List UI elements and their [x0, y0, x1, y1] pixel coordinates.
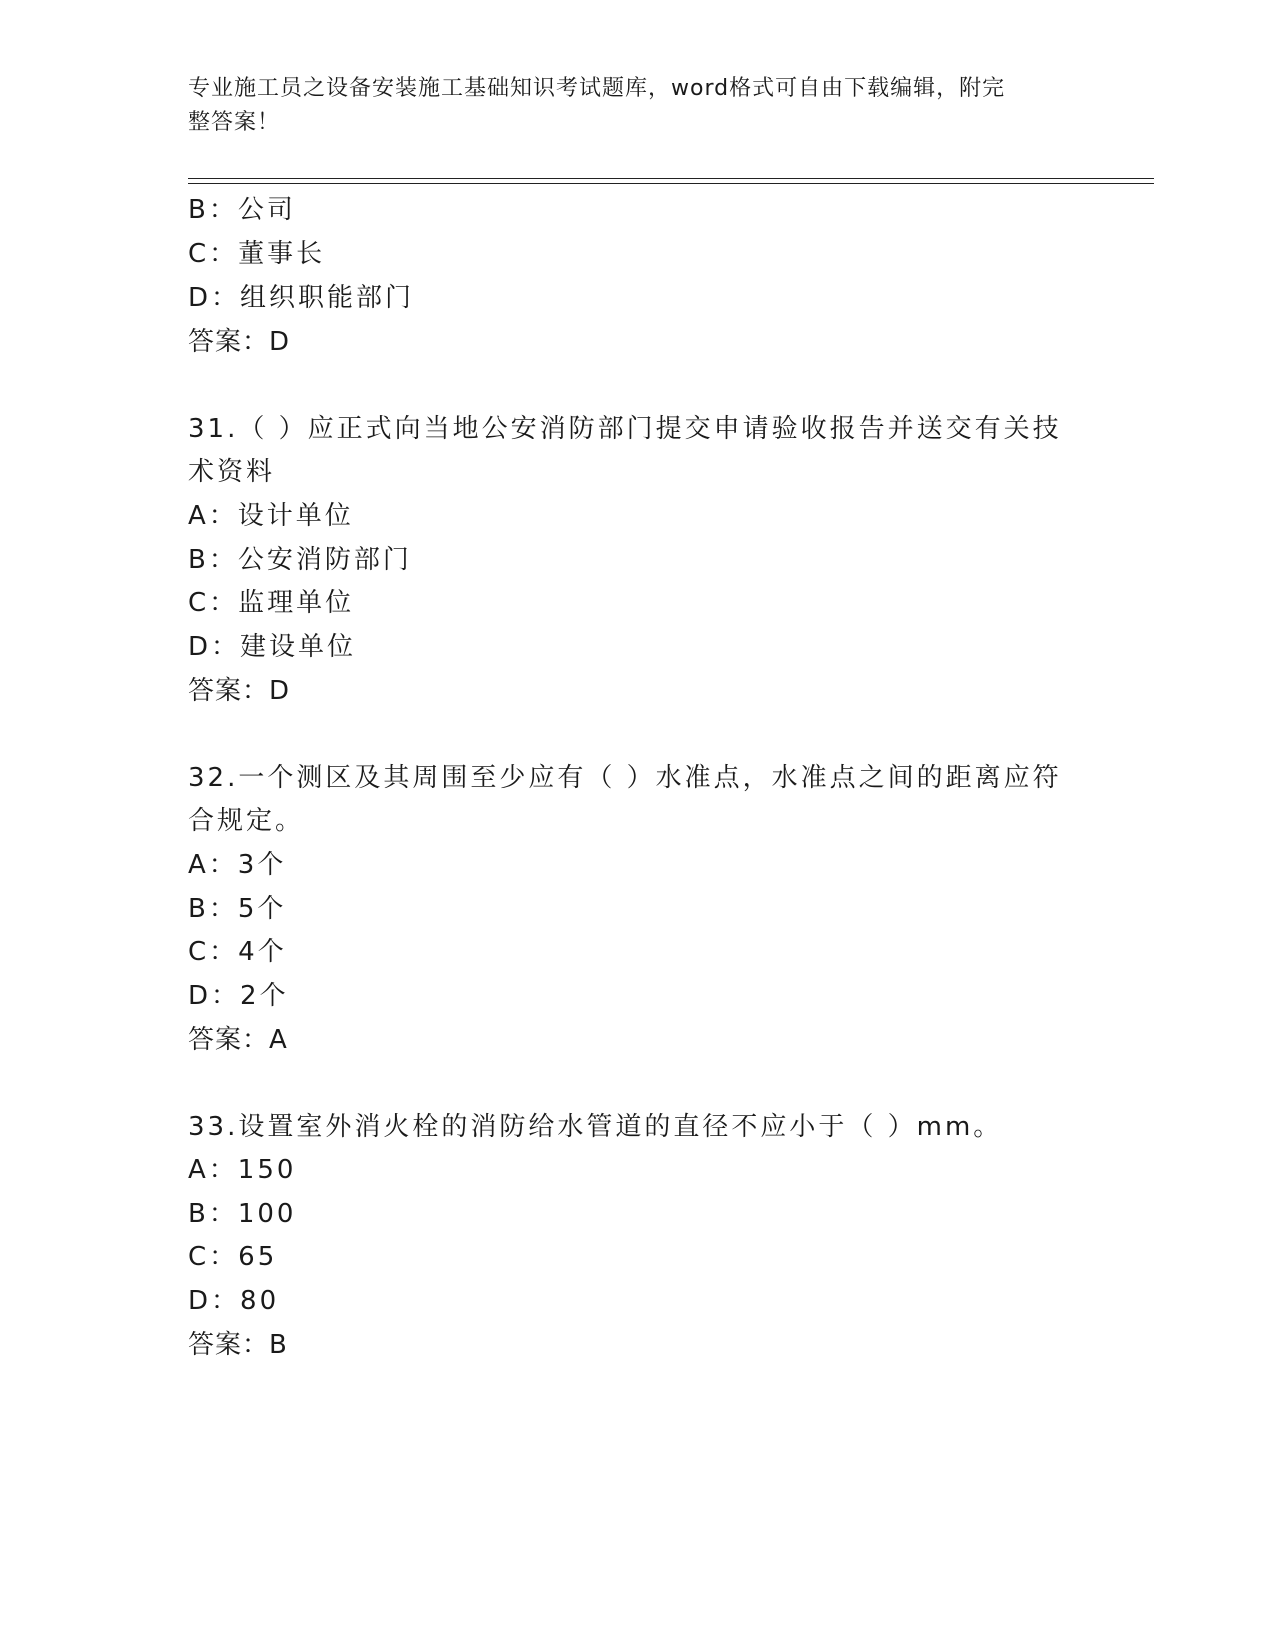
option-c: C：董事长: [188, 239, 326, 269]
option-b: B：公安消防部门: [188, 545, 412, 575]
header-title-line-2: 整答案！: [188, 110, 281, 135]
header-divider-top: [188, 178, 1154, 179]
question-stem-line: 术资料: [188, 457, 276, 487]
option-c: C：65: [188, 1242, 278, 1272]
option-c: C：监理单位: [188, 588, 355, 618]
option-c: C：4个: [188, 937, 287, 967]
option-b: B：100: [188, 1199, 297, 1229]
option-b: B：公司: [188, 195, 296, 225]
answer-line: 答案：D: [188, 327, 291, 357]
option-a: A：设计单位: [188, 501, 354, 531]
option-d: D：80: [188, 1286, 280, 1316]
question-stem-line: 33.设置室外消火栓的消防给水管道的直径不应小于（ ）mm。: [188, 1112, 1003, 1142]
option-d: D：建设单位: [188, 632, 357, 662]
header-title-line-1: 专业施工员之设备安装施工基础知识考试题库，word格式可自由下载编辑，附完: [188, 76, 1006, 101]
header-divider-bottom: [188, 183, 1154, 184]
option-a: A：150: [188, 1155, 297, 1185]
question-stem-line: 32.一个测区及其周围至少应有（ ）水准点，水准点之间的距离应符: [188, 763, 1062, 793]
option-d: D：组织职能部门: [188, 283, 415, 313]
answer-line: 答案：A: [188, 1025, 288, 1055]
option-d: D：2个: [188, 981, 289, 1011]
question-stem-line: 合规定。: [188, 806, 305, 836]
answer-line: 答案：B: [188, 1330, 288, 1360]
option-a: A：3个: [188, 850, 287, 880]
question-stem-line: 31.（ ）应正式向当地公安消防部门提交申请验收报告并送交有关技: [188, 414, 1062, 444]
option-b: B：5个: [188, 894, 287, 924]
document-header: [188, 72, 1068, 140]
answer-line: 答案：D: [188, 676, 291, 706]
